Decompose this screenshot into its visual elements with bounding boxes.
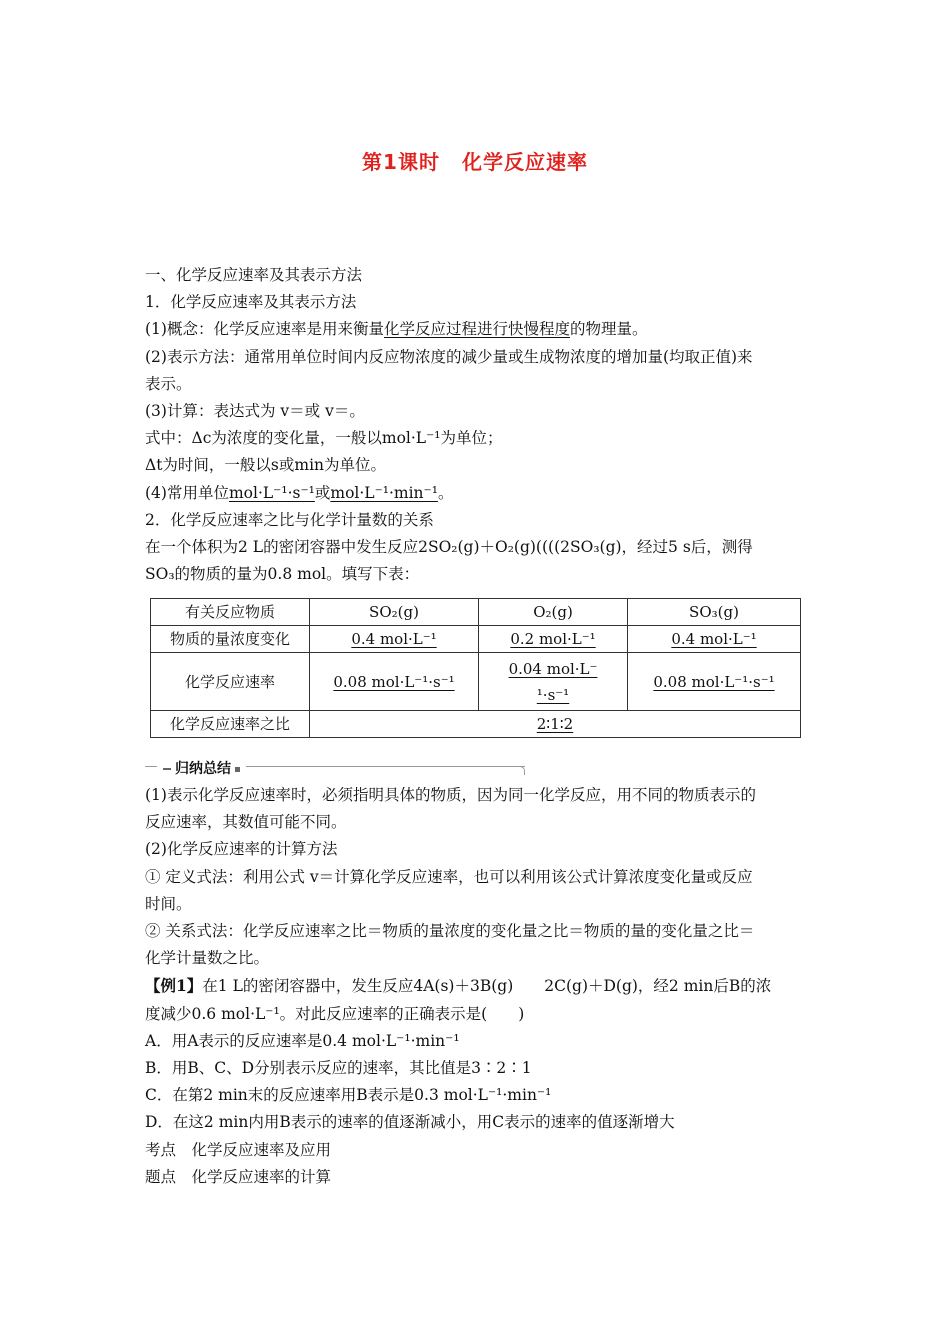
- table-cell: [479, 626, 628, 653]
- table-header-cell: 有关反应物质: [151, 599, 310, 626]
- answer-value: 0.2 mol·L⁻¹: [510, 630, 596, 648]
- kaodian-line: 考点 化学反应速率及应用: [145, 1140, 332, 1159]
- subsection-heading-1: 1．化学反应速率及其表示方法: [145, 293, 357, 312]
- example-question-line-1: [145, 972, 810, 1000]
- table-row-label: 化学反应速率: [151, 653, 310, 711]
- summary-line: 时间。: [145, 894, 192, 913]
- dash-icon: [163, 768, 171, 770]
- problem-line-2: SO₃的物质的量为0.8 mol。填写下表：: [145, 565, 420, 584]
- table-header-cell: SO₂(g): [310, 599, 479, 626]
- table-header-cell: O₂(g): [479, 599, 628, 626]
- table-cell: [310, 626, 479, 653]
- option-a: A．用A表示的反应速率是0.4 mol·L⁻¹·min⁻¹: [145, 1031, 460, 1050]
- answer-value: 0.08 mol·L⁻¹·s⁻¹: [333, 672, 455, 691]
- method-line-1: (2)表示方法：通常用单位时间内反应物浓度的减少量或生成物浓度的增加量(均取正值)来: [145, 347, 753, 366]
- table-row-label: 化学反应速率之比: [151, 711, 310, 738]
- summary-line: (2)化学反应速率的计算方法: [145, 840, 338, 859]
- summary-banner: [145, 758, 525, 776]
- summary-line: (1)表示化学反应速率时，必须指明具体的物质，因为同一化学反应，用不同的物质表示的: [145, 786, 756, 804]
- note-line-2: Δt为时间，一般以s或min为单位。: [145, 456, 387, 475]
- answer-value: 0.04 mol·L⁻: [508, 659, 598, 678]
- divider-endcap: [518, 766, 525, 775]
- concept-prefix: (1)概念：化学反应速率是用来衡量: [145, 320, 384, 339]
- example-question-line-2: 度减少0.6 mol·L⁻¹。对此反应速率的正确表示是( ): [145, 1004, 525, 1023]
- concept-line: [145, 316, 810, 343]
- unit-answer-1: mol·L⁻¹·s⁻¹: [228, 483, 315, 502]
- table-row: [151, 599, 801, 626]
- answer-value-continued: ¹·s⁻¹: [536, 685, 570, 704]
- section-rate-definition: [145, 262, 810, 588]
- table-cell: [628, 626, 801, 653]
- table-row: [151, 626, 801, 653]
- table-row: [151, 653, 801, 711]
- table-cell: [310, 711, 801, 738]
- calc-line: (3)计算：表达式为 v＝或 v＝。: [145, 402, 365, 421]
- table-header-cell: SO₃(g): [628, 599, 801, 626]
- table-cell: [310, 653, 479, 711]
- summary-line: 化学计量数之比。: [145, 949, 270, 968]
- problem-line-1: 在一个体积为2 L的密闭容器中发生反应2SO₂(g)＋O₂(g)((((2SO₃(g)，经过5 s后，测得: [145, 538, 753, 557]
- table-cell: [628, 653, 801, 711]
- square-icon: [235, 767, 240, 772]
- summary-line: ① 定义式法：利用公式 v＝计算化学反应速率，也可以利用该公式计算浓度变化量或反应: [145, 867, 753, 886]
- unit-suffix: 。: [437, 483, 454, 502]
- answer-value: 0.4 mol·L⁻¹: [671, 630, 757, 648]
- answer-value: 2∶1∶2: [536, 715, 574, 733]
- concept-answer: 化学反应过程进行快慢程度: [383, 320, 570, 339]
- method-line-2: 表示。: [145, 374, 192, 393]
- lesson-number: 第1课时: [362, 150, 440, 174]
- unit-answer-2: mol·L⁻¹·min⁻¹: [330, 483, 438, 502]
- unit-or: 或: [314, 483, 331, 502]
- table-cell: [479, 653, 628, 711]
- concept-suffix: 的物理量。: [569, 320, 648, 339]
- option-b: B．用B、C、D分别表示反应的速率，其比值是3∶2∶1: [145, 1059, 532, 1078]
- summary-label: [157, 758, 246, 778]
- summary-label-text: 归纳总结: [175, 761, 231, 777]
- unit-prefix: (4)常用单位: [145, 483, 229, 502]
- table-row-label: 物质的量浓度变化: [151, 626, 310, 653]
- unit-line: [145, 480, 810, 507]
- summary-line: ② 关系式法：化学反应速率之比＝物质的量浓度的变化量之比＝物质的量的变化量之比＝: [145, 922, 755, 941]
- table-row: [151, 711, 801, 738]
- rate-table: [150, 598, 801, 738]
- note-line-1: 式中：Δc为浓度的变化量，一般以mol·L⁻¹为单位；: [145, 429, 503, 448]
- answer-value: 0.08 mol·L⁻¹·s⁻¹: [653, 672, 775, 691]
- tidian-line: 题点 化学反应速率的计算: [145, 1167, 332, 1186]
- subsection-heading-2: 2．化学反应速率之比与化学计量数的关系: [145, 510, 434, 529]
- summary-and-example: [145, 782, 810, 1191]
- answer-value: 0.4 mol·L⁻¹: [351, 630, 437, 648]
- example-question-text: 在1 L的密闭容器中，发生反应4A(s)＋3B(g) 2C(g)＋D(g)，经2 min后B的浓: [202, 977, 772, 996]
- page-title: [0, 146, 950, 175]
- lesson-topic: 化学反应速率: [461, 150, 588, 174]
- section-heading: 一、化学反应速率及其表示方法: [145, 266, 363, 284]
- option-d: D．在这2 min内用B表示的速率的值逐渐减小，用C表示的速率的值逐渐增大: [145, 1113, 675, 1132]
- option-c: C．在第2 min末的反应速率用B表示是0.3 mol·L⁻¹·min⁻¹: [145, 1086, 552, 1105]
- example-tag: 【例1】: [145, 976, 203, 996]
- summary-line: 反应速率，其数值可能不同。: [145, 813, 347, 832]
